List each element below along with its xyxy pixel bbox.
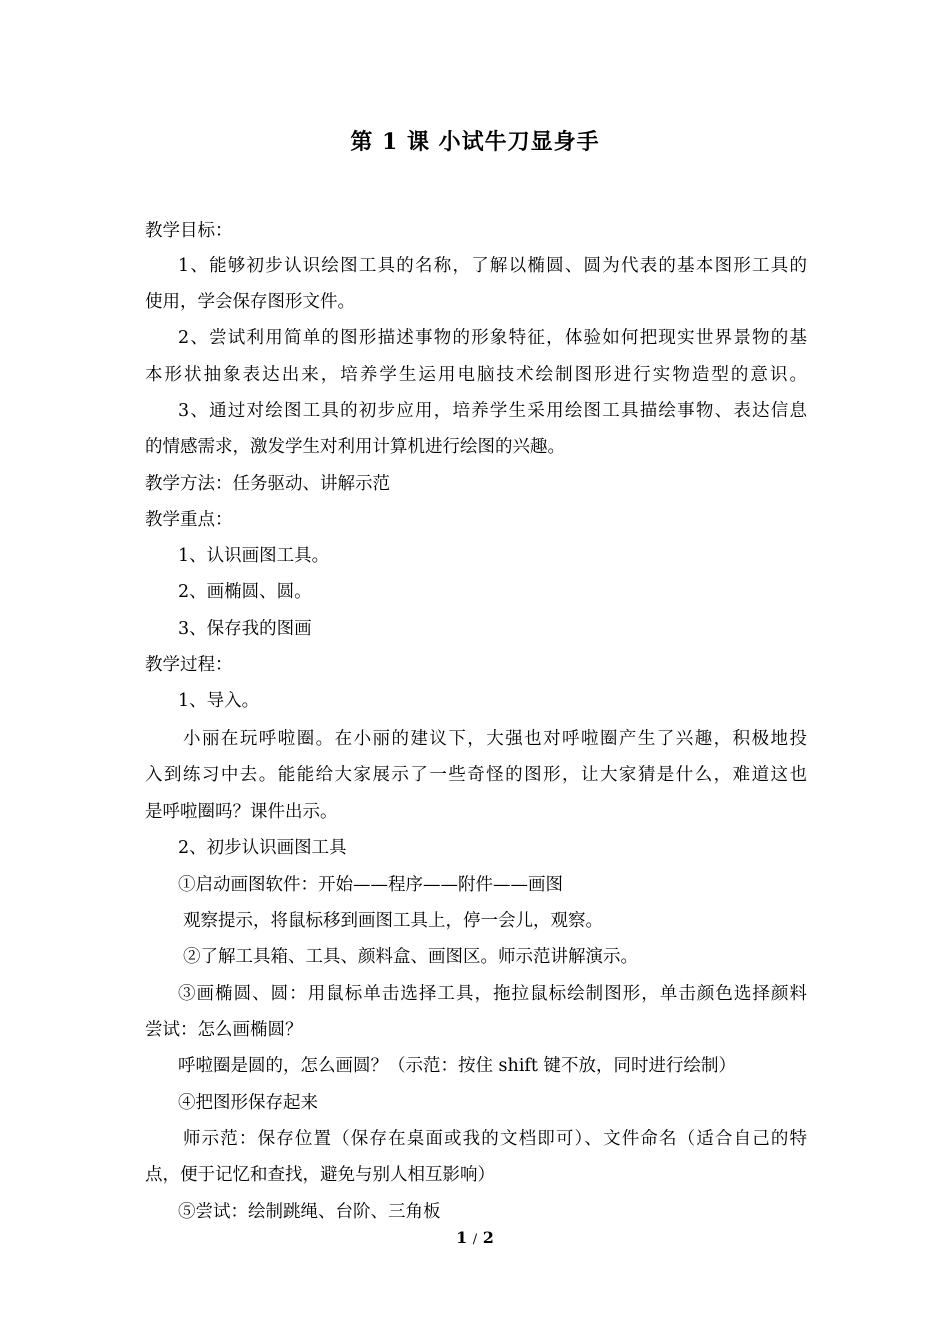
total-pages: 2 (482, 1228, 494, 1247)
substep-1-hint: 观察提示，将鼠标移到画图工具上，停一会儿，观察。 (183, 911, 603, 931)
current-page: 1 (456, 1228, 468, 1247)
substep-3-line-2: 尝试：怎么画椭圆？ (145, 1020, 303, 1040)
lesson-title: 第 1 课 小试牛刀显身手 (350, 129, 600, 155)
intro-paragraph-line-2: 入到练习中去。能能给大家展示了一些奇怪的图形，让大家猜是什么，难道这也 (145, 765, 807, 785)
draw-circle-hint: 呼啦圈是圆的，怎么画圆？（示范：按住 shift 键不放，同时进行绘制） (178, 1056, 736, 1076)
save-demo-line-2: 点，便于记忆和查找，避免与别人相互影响） (145, 1165, 495, 1185)
process-step-2: 2、初步认识画图工具 (178, 838, 347, 858)
process-step-1: 1、导入。 (178, 691, 260, 711)
key-point-1: 1、认识画图工具。 (178, 546, 330, 566)
substep-1: ①启动画图软件：开始——程序——附件——画图 (178, 875, 563, 895)
section-heading-key-points: 教学重点： (145, 510, 233, 530)
substep-3-line-1: ③画椭圆、圆：用鼠标单击选择工具，拖拉鼠标绘制图形，单击颜色选择颜料 (178, 984, 807, 1004)
substep-5: ⑤尝试：绘制跳绳、台阶、三角板 (178, 1202, 441, 1222)
teaching-method: 教学方法：任务驱动、讲解示范 (145, 474, 390, 494)
objective-1-line-1: 1、能够初步认识绘图工具的名称，了解以椭圆、圆为代表的基本图形工具的 (178, 256, 807, 276)
objective-2-line-2: 本形状抽象表达出来，培养学生运用电脑技术绘制图形进行实物造型的意识。 (145, 365, 807, 385)
page-separator: / (472, 1232, 478, 1247)
objective-2-line-1: 2、尝试利用简单的图形描述事物的形象特征，体验如何把现实世界景物的基 (178, 328, 807, 348)
objective-1-line-2: 使用，学会保存图形文件。 (145, 292, 355, 312)
section-heading-process: 教学过程： (145, 655, 233, 675)
page-number (0, 1228, 950, 1247)
key-point-2: 2、画椭圆、圆。 (178, 582, 312, 602)
objective-3-line-2: 的情感需求，激发学生对利用计算机进行绘图的兴趣。 (145, 437, 565, 457)
substep-4: ④把图形保存起来 (178, 1093, 318, 1113)
intro-paragraph-line-3: 是呼啦圈吗？课件出示。 (145, 802, 338, 822)
save-demo-line-1: 师示范：保存位置（保存在桌面或我的文档即可）、文件命名（适合自己的特 (183, 1129, 807, 1149)
objective-3-line-1: 3、通过对绘图工具的初步应用，培养学生采用绘图工具描绘事物、表达信息 (178, 401, 807, 421)
substep-2: ②了解工具箱、工具、颜料盒、画图区。师示范讲解演示。 (183, 947, 638, 967)
key-point-3: 3、保存我的图画 (178, 619, 312, 639)
intro-paragraph-line-1: 小丽在玩呼啦圈。在小丽的建议下，大强也对呼啦圈产生了兴趣，积极地投 (183, 729, 807, 749)
section-heading-objectives: 教学目标： (145, 221, 233, 241)
